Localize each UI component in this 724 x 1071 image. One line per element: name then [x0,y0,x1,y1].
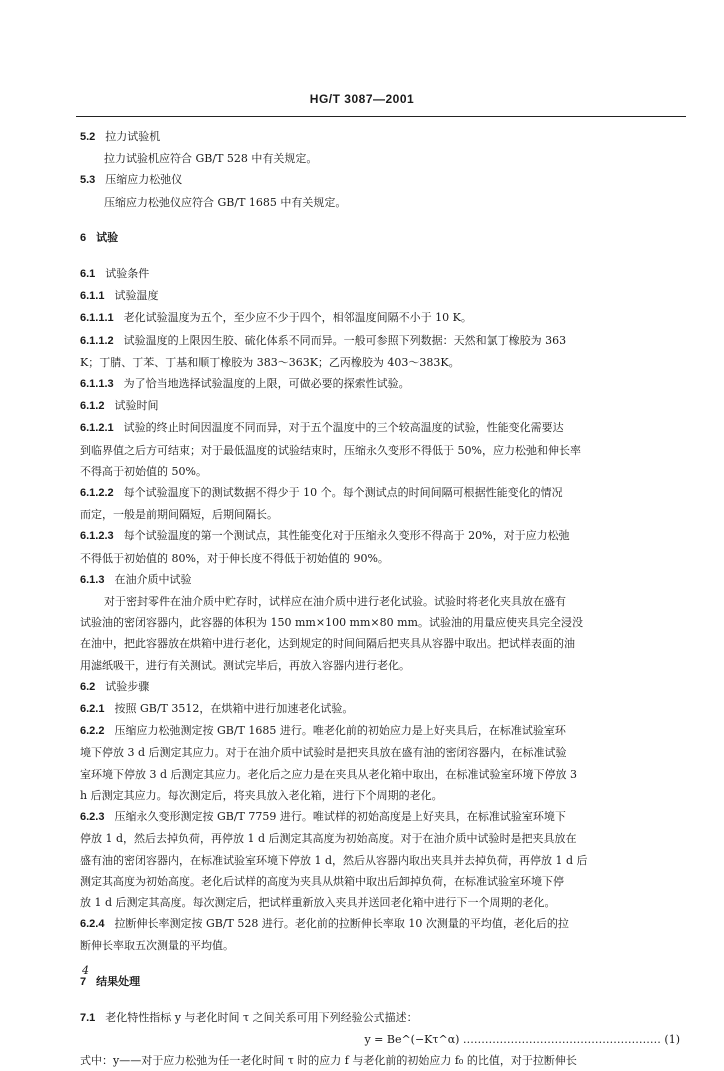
line-text: 试验时间 [114,399,159,413]
text-line [80,892,684,913]
line-text: 试验温度 [114,289,159,303]
line-text: 为了恰当地选择试验温度的上限，可做必要的探索性试验。 [123,377,410,391]
line-text: 停放 1 d，然后去掉负荷，再停放 1 d 后测定其高度为初始高度。对于在油介质中试验时是把夹具放在 [80,832,577,846]
line-text: 压缩应力松弛仪应符合 GB/T 1685 中有关规定。 [104,195,347,209]
text-line [80,633,684,654]
line-text: 试验步骤 [105,679,150,693]
clause-number: 6.1.2.2 [80,487,114,500]
clause-line [80,126,684,148]
clause-line [80,913,684,935]
line-text: 对于密封零件在油介质中贮存时，试样应在油介质中进行老化试验。试验时将老化夹具放在盛有 [104,595,566,609]
text-line [80,504,684,525]
spacer [80,957,684,971]
clause-line [80,525,684,547]
clause-number: 5.3 [80,174,96,187]
line-text: 盛有油的密闭容器内，在标准试验室环境下停放 1 d，然后从容器内取出夹具并去掉负荷，再停放 1 d 后 [80,853,588,867]
clause-number: 6.1.1.3 [80,378,114,391]
text-line [80,548,684,569]
line-text: 用滤纸吸干，进行有关测试。测试完毕后，再放入容器内进行老化。 [80,658,410,672]
line-text: 压缩应力松弛测定按 GB/T 1685 进行。唯老化前的初始应力是上好夹具后，在标准试验室环 [114,724,566,738]
text-line [80,850,684,871]
line-text: 试验条件 [105,267,150,281]
line-text: 结果处理 [96,975,141,988]
page-header: HG/T 3087—2001 [309,92,415,106]
line-text: 境下停放 3 d 后测定其应力。对于在油介质中试验时是把夹具放在盛有油的密闭容器内，在标准试验 [80,746,567,760]
clause-line [80,330,684,352]
spacer [80,213,684,227]
clause-number: 6.1 [80,268,96,281]
line-text: 在油中，把此容器放在烘箱中进行老化，达到规定的时间间隔后把夹具从容器中取出。把试样表面的油 [80,637,575,651]
clause-line [80,307,684,329]
clause-line [80,569,684,591]
text-line [80,742,684,763]
clause-number: 6.1.1 [80,290,105,303]
header-rule [76,116,686,117]
clause-line [80,285,684,307]
line-text: 拉力试验机应符合 GB/T 528 中有关规定。 [104,152,318,166]
line-text: y = Be^(−Kτ^α) ……………………………………………… (1) [364,1032,680,1046]
clause-line [80,227,684,249]
line-text: 老化试验温度为五个，至少应不少于四个，相邻温度间隔不小于 10 K。 [123,311,472,325]
clause-number: 6.2 [80,680,96,693]
text-line [80,785,684,806]
text-line [80,764,684,785]
text-line [80,828,684,849]
line-text: 到临界值之后方可结束；对于最低温度的试验结束时，压缩永久变形不得低于 50%，应力松弛和伸长率 [80,443,581,457]
line-text: 按照 GB/T 3512，在烘箱中进行加速老化试验。 [114,702,354,716]
clause-number: 6.1.2.1 [80,422,114,435]
clause-number: 6.1.3 [80,573,105,586]
text-line [80,192,684,213]
line-text: 拉断伸长率测定按 GB/T 528 进行。老化前的拉断伸长率取 10 次测量的平均值，老化后的拉 [114,917,569,931]
line-text: 老化特性指标 y 与老化时间 τ 之间关系可用下列经验公式描述： [105,1010,418,1024]
line-text: 不得高于初始值的 50%。 [80,464,207,478]
clause-number: 6.2.3 [80,811,105,824]
clause-line [80,720,684,742]
line-text: 每个试验温度的第一个测试点，其性能变化对于压缩永久变形不得高于 20%，对于应力松弛 [123,529,570,543]
clause-number: 6.1.2 [80,400,105,413]
clause-line [80,482,684,504]
text-line [80,352,684,373]
clause-line [80,806,684,828]
text-line [80,612,684,633]
line-text: 测定其高度为初始高度。老化后试样的高度为夹具从烘箱中取出后卸掉负荷，在标准试验室环境下停 [80,874,564,888]
clause-number: 6.2.4 [80,918,105,931]
clause-line [80,417,684,439]
clause-line [80,971,684,993]
clause-number: 6.2.2 [80,725,105,738]
line-text: 不得低于初始值的 80%，对于伸长度不得低于初始值的 90%。 [80,551,389,565]
line-text: 而定，一般是前期间隔短，后期间隔长。 [80,508,278,522]
line-text: 放 1 d 后测定其高度。每次测定后，把试样重新放入夹具并送回老化箱中进行下一个周期的老化。 [80,895,556,909]
clause-line [80,263,684,285]
line-text: 断伸长率取五次测量的平均值。 [80,939,234,953]
clause-number: 7.1 [80,1011,96,1024]
text-line [80,655,684,676]
line-text: 拉力试验机 [105,130,161,143]
line-text: 室环境下停放 3 d 后测定其应力。老化后之应力是在夹具从老化箱中取出，在标准试验室环境下停放 3 [80,767,578,781]
clause-line [80,373,684,395]
line-text: 压缩应力松弛仪 [105,173,183,187]
clause-number: 6.1.1.1 [80,312,114,325]
clause-line [80,169,684,191]
clause-line [80,676,684,698]
clause-line [80,395,684,417]
text-line [80,440,684,461]
line-text: 每个试验温度下的测试数据不得少于 10 个。每个测试点的时间间隔可根据性能变化的情况 [123,486,563,500]
text-line [80,871,684,892]
text-line [80,591,684,612]
text-line [80,935,684,956]
line-text: 压缩永久变形测定按 GB/T 7759 进行。唯试样的初始高度是上好夹具，在标准试验室环境下 [114,810,566,824]
line-text: 试验温度的上限因生胶、硫化体系不同而异。一般可参照下列数据：天然和氯丁橡胶为 363 [123,333,567,347]
line-text: 式中：y——对于应力松弛为任一老化时间 τ 时的应力 f 与老化前的初始应力 f₀ 的比值，对于拉断伸长 [80,1054,577,1068]
line-text: 在油介质中试验 [114,572,192,586]
spacer [80,249,684,263]
line-text: 试验的终止时间因温度不同而异，对于五个温度中的三个较高温度的试验，性能变化需要达 [123,421,564,435]
clause-number: 6 [80,231,87,244]
spacer [80,993,684,1007]
document-body [80,126,684,1071]
line-text: h 后测定其应力。每次测定后，将夹具放入老化箱，进行下个周期的老化。 [80,788,443,802]
line-text: K；丁腈、丁苯、丁基和顺丁橡胶为 383～363K；乙丙橡胶为 403～383K。 [80,355,460,369]
line-text: 试验 [96,231,119,244]
clause-number: 6.1.2.3 [80,530,114,543]
text-line [80,461,684,482]
clause-number: 6.1.1.2 [80,334,114,347]
text-line [80,1050,684,1071]
text-line [80,148,684,169]
page-number: 4 [82,964,89,977]
clause-line [80,698,684,720]
line-text: 试验油的密闭容器内，此容器的体积为 150 mm×100 mm×80 mm。试验油的用量应使夹具完全浸没 [80,616,583,630]
clause-number: 6.2.1 [80,703,105,716]
clause-number: 5.2 [80,131,96,143]
equation-line [80,1029,684,1050]
clause-line [80,1007,684,1029]
clause-number: 7 [80,975,87,988]
